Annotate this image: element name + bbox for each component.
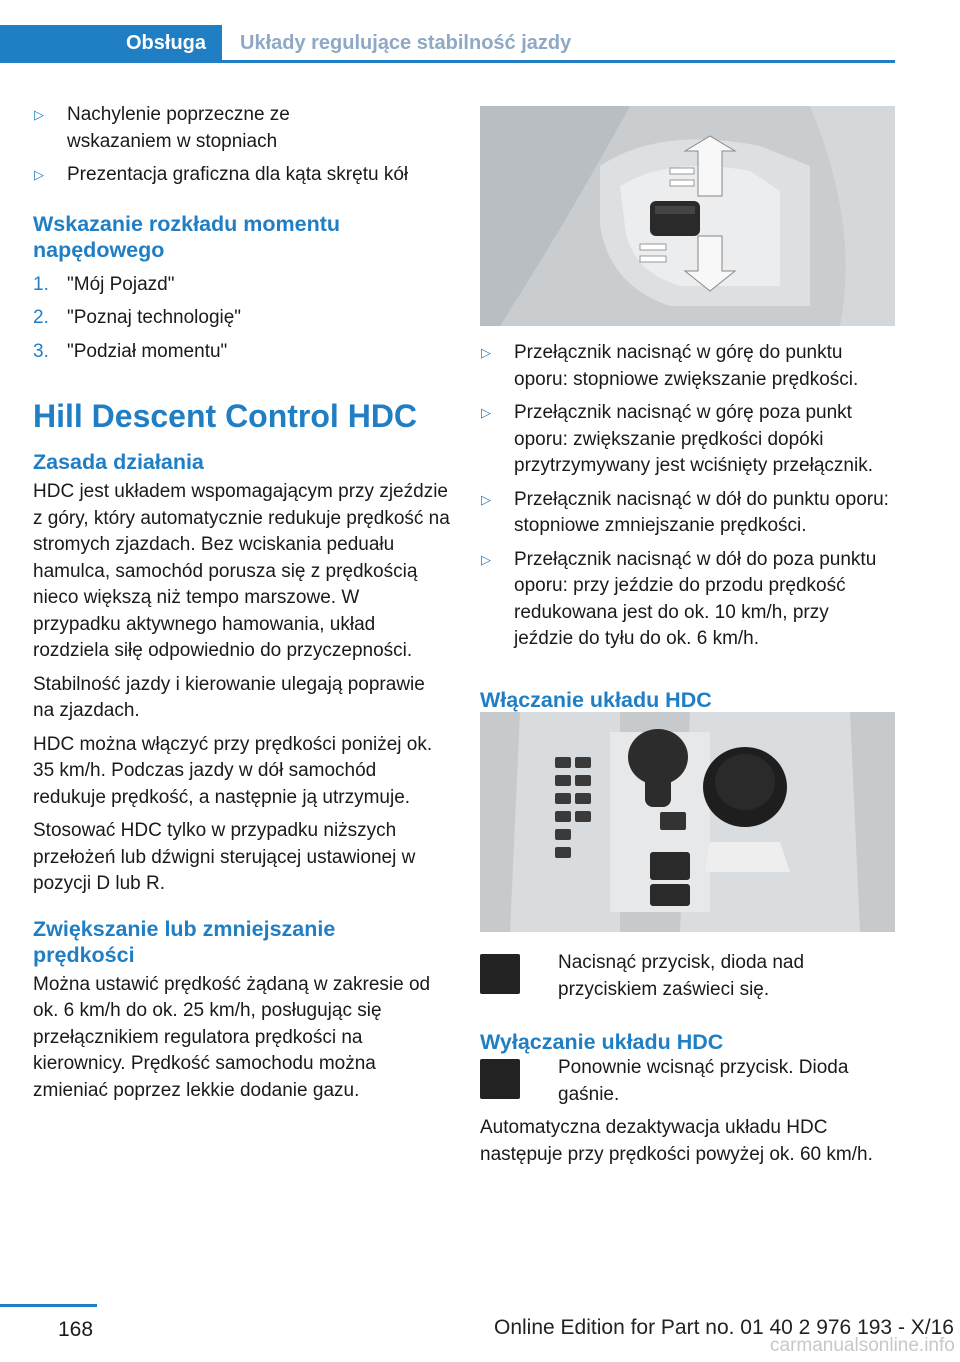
header-rule: [0, 60, 895, 63]
hdc-on-heading: Włączanie układu HDC: [480, 687, 712, 712]
step-item: [33, 272, 451, 299]
step-item: [33, 339, 451, 366]
watermark: carmanualsonline.info: [770, 1335, 955, 1356]
hdc-off-text: Ponownie wcisnąć przycisk. Dioda gaśnie.: [558, 1057, 849, 1105]
steering-switch-figure: [480, 106, 895, 326]
list-item-text: Prezentacja graficzna dla kąta skrętu kół: [67, 164, 409, 185]
step-text: "Mój Pojazd": [67, 273, 175, 295]
paragraph: Stosować HDC tylko w przypadku niższych przełożeń lub dźwigni sterującej ustawionej w pozycji D lub R.: [33, 820, 416, 894]
torque-heading: Wskazanie rozkładu momentu napędowego: [33, 211, 341, 262]
hdc-section: [480, 950, 895, 1175]
hdc-on-row: [480, 950, 895, 1003]
triangle-bullet-icon: ▷: [481, 405, 491, 420]
list-item-text: Przełącznik nacisnąć w górę poza punkt oporu: zwiększanie prędkości dopóki przytrzymywany jest wciśnięty przełącznik.: [514, 402, 873, 476]
list-item-text: Nachylenie poprzeczne ze wskazaniem w stopniach: [67, 104, 290, 152]
list-item: [33, 102, 451, 155]
principle-heading: Zasada działania: [33, 450, 204, 474]
left-column: [33, 102, 451, 1111]
hdc-button-icon: [480, 954, 520, 994]
main-heading: Hill Descent Control HDC: [33, 398, 418, 434]
triangle-bullet-icon: ▷: [481, 551, 491, 567]
step-item: [33, 305, 451, 332]
switch-list: [480, 340, 895, 713]
list-item: [480, 487, 895, 540]
auto-deactivation-text: Automatyczna dezaktywacja układu HDC następuje przy prędkości powyżej ok. 60 km/h.: [480, 1117, 873, 1165]
list-item: [480, 547, 895, 653]
list-item: [480, 340, 895, 393]
center-console-figure: [480, 712, 895, 932]
triangle-bullet-icon: ▷: [34, 107, 44, 122]
triangle-bullet-icon: ▷: [34, 167, 44, 182]
hdc-off-heading: Wyłączanie układu HDC: [480, 1030, 724, 1054]
chapter-title: Układy regulujące stabilność jazdy: [240, 32, 572, 54]
list-item-text: Przełącznik nacisnąć w dół do poza punktu oporu: przy jeździe do przodu prędkość redukowana jest do ok. 10 km/h, przy jeździe do tyłu do ok. 6 km/h.: [514, 548, 877, 649]
step-number: 1.: [33, 273, 49, 295]
step-text: "Podział momentu": [67, 340, 228, 362]
page-header: [0, 0, 895, 64]
step-text: "Poznaj technologię": [67, 307, 242, 328]
page-number: 168: [58, 1318, 94, 1341]
list-item: [480, 400, 895, 480]
edition-text: Online Edition for Part no. 01 40 2 976 193 - X/16: [494, 1316, 954, 1339]
speed-heading: Zwiększanie lub zmniejszanie prędkości: [33, 916, 336, 967]
paragraph: Można ustawić prędkość żądaną w zakresie od ok. 6 km/h do ok. 25 km/h, posługując się przełącznikiem regulatora prędkości na kierownicy. Prędkość samochodu można zmieniać poprzez lekkie dodanie gazu.: [33, 973, 431, 1101]
step-number: 2.: [33, 307, 49, 328]
list-item: [33, 162, 451, 189]
list-item-text: Przełącznik nacisnąć w dół do punktu oporu: stopniowe zmniejszanie prędkości.: [514, 488, 889, 536]
triangle-bullet-icon: ▷: [481, 345, 491, 360]
triangle-bullet-icon: ▷: [481, 491, 491, 507]
paragraph: HDC jest układem wspomagającym przy zjeździe z góry, który automatycznie redukuje prędkość na stromych zjazdach. Bez wciskania peduału hamulca, samochód porusza się z prędkością nieco większą niż tempo marszowe. W przypadku aktywnego hamowania, układ rozdziela siłę odpowiednio do przyczepności.: [33, 481, 450, 661]
paragraph: Stabilność jazdy i kierowanie ulegają poprawie na zjazdach.: [33, 673, 425, 721]
step-number: 3.: [33, 340, 49, 362]
footer-rule: [0, 1304, 97, 1307]
hdc-button-icon: [480, 1059, 520, 1099]
list-item-text: Przełącznik nacisnąć w górę do punktu oporu: stopniowe zwiększanie prędkości.: [514, 342, 859, 390]
paragraph: HDC można włączyć przy prędkości poniżej ok. 35 km/h. Podczas jazdy w dół samochód redukuje prędkość, a następnie ją utrzymuje.: [33, 733, 433, 808]
section-tab[interactable]: Obsługa: [0, 25, 222, 62]
hdc-on-text: Nacisnąć przycisk, dioda nad przyciskiem zaświeci się.: [558, 952, 805, 1000]
hdc-off-row: [480, 1055, 895, 1108]
